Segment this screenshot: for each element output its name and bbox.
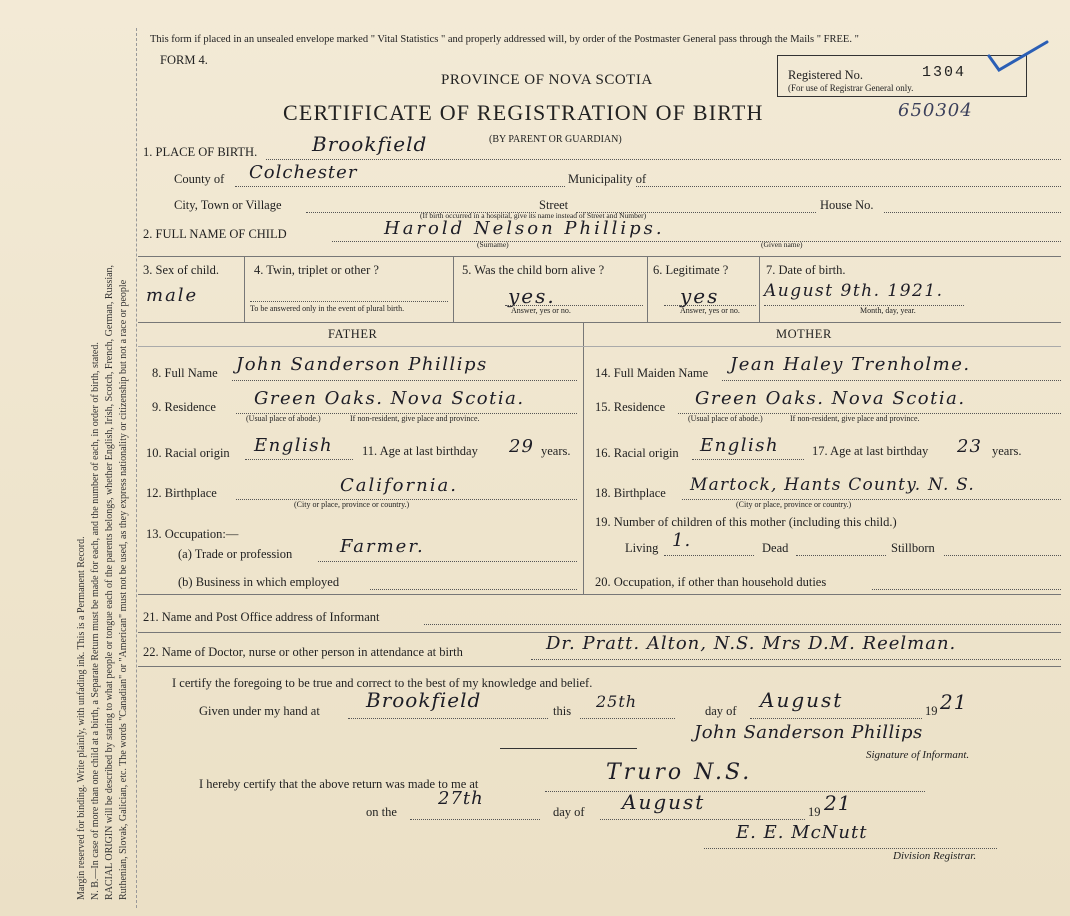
informant-line [424, 624, 1061, 625]
father-business-line [370, 589, 577, 590]
twin-line [250, 301, 448, 302]
father-racial-line [245, 459, 353, 460]
parents-divider [583, 322, 584, 594]
twin-label: 4. Twin, triplet or other ? [254, 263, 379, 277]
certificate-subtitle: (BY PARENT OR GUARDIAN) [489, 134, 622, 145]
check-mark-icon [985, 38, 1055, 78]
father-residence-label: 9. Residence [152, 400, 216, 414]
margin-divider [136, 28, 137, 908]
grid-divider-4 [759, 256, 760, 322]
mother-residence-label: 15. Residence [595, 400, 666, 414]
received-label: I hereby certify that the above return was made to me at [199, 777, 479, 791]
place-of-birth-label: 1. PLACE OF BIRTH. [143, 145, 258, 159]
born-alive-value: yes. [508, 284, 556, 308]
margin-line-4: Ruthenian, Slovak, Galician, etc. The words "Canadian" or "American" must not be used, as they express nationality or citizenship but not a race or people [118, 279, 129, 900]
mother-birthplace-label: 18. Birthplace [595, 486, 666, 500]
dead-label: Dead [762, 541, 789, 555]
father-trade-line [318, 561, 577, 562]
certificate-title: CERTIFICATE OF REGISTRATION OF BIRTH [283, 100, 764, 125]
dead-line [796, 555, 886, 556]
sex-value: male [146, 285, 199, 306]
born-alive-label: 5. Was the child born alive ? [462, 263, 605, 277]
doctor-label: 22. Name of Doctor, nurse or other person in attendance at birth [143, 645, 463, 659]
father-residence-value: Green Oaks. Nova Scotia. [254, 388, 525, 409]
twin-note: To be answered only in the event of plural birth. [250, 304, 405, 313]
street-label: Street [539, 198, 569, 212]
received-year-value: 21 [824, 791, 852, 815]
doctor-value: Dr. Pratt. Alton, N.S. Mrs D.M. Reelman. [546, 633, 957, 654]
grid-bottom-line [138, 322, 1061, 323]
mother-birthplace-note: (City or place, province or country.) [736, 500, 852, 509]
given-year-prefix: 19 [925, 704, 938, 718]
child-name-value: Harold Nelson Phillips. [384, 218, 665, 239]
father-trade-label: (a) Trade or profession [178, 547, 293, 561]
grid-divider-1 [244, 256, 245, 322]
free-mail-notice: This form if placed in an unsealed envelope marked " Vital Statistics " and properly addressed will, by order of the Postmaster General pass through the Mails " FREE. " [150, 34, 859, 45]
children-count-label: 19. Number of children of this mother (including this child.) [595, 515, 897, 529]
received-day-line [410, 819, 540, 820]
father-racial-value: English [254, 435, 334, 456]
certify-statement: I certify the foregoing to be true and correct to the best of my knowledge and belief. [172, 676, 593, 690]
mother-heading-rule [583, 346, 1061, 347]
county-value: Colchester [249, 162, 358, 183]
father-birthplace-note: (City or place, province or country.) [294, 500, 410, 509]
sex-label: 3. Sex of child. [143, 263, 220, 277]
given-name-note: (Given name) [761, 240, 803, 249]
margin-instructions [0, 0, 136, 916]
given-day-value: 25th [596, 692, 638, 711]
registrar-caption: Division Registrar. [893, 850, 977, 862]
city-label: City, Town or Village [174, 198, 282, 212]
father-occupation-label: 13. Occupation:— [146, 527, 239, 541]
stillborn-line [944, 555, 1061, 556]
legitimate-value: yes [680, 284, 720, 308]
living-label: Living [625, 541, 659, 555]
father-age-value: 29 [509, 436, 534, 457]
mother-name-label: 14. Full Maiden Name [595, 366, 709, 380]
hospital-note: (If birth occurred in a hospital, give its name instead of Street and Number) [420, 211, 647, 220]
given-day-line [580, 718, 675, 719]
received-day-of-label: day of [553, 805, 585, 819]
father-name-value: John Sanderson Phillips [236, 354, 488, 375]
doctor-rule [138, 666, 1061, 667]
living-value: 1. [672, 530, 692, 551]
house-label: House No. [820, 198, 874, 212]
father-business-label: (b) Business in which employed [178, 575, 340, 589]
municipality-line [636, 186, 1061, 187]
father-birthplace-label: 12. Birthplace [146, 486, 217, 500]
grid-divider-2 [453, 256, 454, 322]
mother-residence-value: Green Oaks. Nova Scotia. [695, 388, 966, 409]
received-month-line [600, 819, 805, 820]
registered-label: Registered No. [788, 68, 863, 82]
mother-age-value: 23 [957, 436, 982, 457]
father-racial-label: 10. Racial origin [146, 446, 230, 460]
parents-bottom-line [138, 594, 1061, 595]
child-name-label: 2. FULL NAME OF CHILD [143, 227, 287, 241]
place-of-birth-value: Brookfield [312, 132, 428, 156]
father-name-line [232, 380, 577, 381]
mother-name-line [722, 380, 1061, 381]
signature-caption: Signature of Informant. [866, 749, 970, 761]
handwritten-number: 650304 [898, 100, 973, 121]
given-under-label: Given under my hand at [199, 704, 320, 718]
given-year-value: 21 [940, 690, 968, 714]
municipality-label: Municipality of [568, 172, 647, 186]
doctor-line [531, 659, 1061, 660]
margin-line-2: N. B.—In case of more than one child at a birth, a Separate Return must be made for each, and the number of each, in order of birth, stated. [90, 342, 101, 900]
this-label: this [553, 704, 572, 718]
date-of-birth-label: 7. Date of birth. [766, 263, 846, 277]
surname-note: (Surname) [477, 240, 509, 249]
certify-separator [500, 748, 637, 749]
father-age-label: 11. Age at last birthday [362, 444, 478, 458]
county-label: County of [174, 172, 225, 186]
child-name-line [332, 241, 1061, 242]
registrar-signature: E. E. McNutt [736, 822, 868, 843]
mother-residence-note2: If non-resident, give place and province. [790, 414, 920, 423]
given-place-line [348, 718, 548, 719]
received-year-prefix: 19 [808, 805, 821, 819]
province-heading: PROVINCE OF NOVA SCOTIA [441, 72, 653, 88]
father-age-unit: years. [541, 444, 571, 458]
father-name-label: 8. Full Name [152, 366, 218, 380]
mother-age-label: 17. Age at last birthday [812, 444, 929, 458]
house-line [884, 212, 1061, 213]
mother-birthplace-value: Martock, Hants County. N. S. [690, 475, 975, 495]
informant-signature: John Sanderson Phillips [694, 722, 923, 743]
on-the-label: on the [366, 805, 397, 819]
given-day-of-label: day of [705, 704, 737, 718]
given-place-value: Brookfield [366, 688, 482, 712]
margin-line-1: Margin reserved for binding. Write plainly, with unfading ink. This is a Permanent Record. [76, 536, 87, 900]
informant-label: 21. Name and Post Office address of Informant [143, 610, 380, 624]
mother-racial-label: 16. Racial origin [595, 446, 679, 460]
father-birthplace-value: California. [340, 475, 458, 496]
mother-age-unit: years. [992, 444, 1022, 458]
margin-line-3: RACIAL ORIGIN will be described by stating to what people or tongue each of the parents belongs, whether English, Irish, Scotch, French, German, Russian, [104, 264, 115, 900]
legitimate-label: 6. Legitimate ? [653, 263, 729, 277]
mother-name-value: Jean Haley Trenholme. [730, 354, 971, 375]
given-month-line [750, 718, 922, 719]
mother-residence-note1: (Usual place of abode.) [688, 414, 763, 423]
received-place-value: Truro N.S. [606, 760, 753, 785]
mother-occupation-line [872, 589, 1061, 590]
registered-note: (For use of Registrar General only. [788, 83, 914, 93]
mother-racial-line [692, 459, 804, 460]
mother-racial-value: English [700, 435, 780, 456]
grid-top-line [138, 256, 1061, 257]
form-number: FORM 4. [160, 53, 208, 67]
living-line [664, 555, 754, 556]
father-heading: FATHER [328, 327, 378, 341]
date-of-birth-note: Month, day, year. [860, 306, 916, 315]
mother-heading: MOTHER [776, 327, 832, 341]
legitimate-note: Answer, yes or no. [680, 306, 740, 315]
received-place-line [545, 791, 925, 792]
date-of-birth-value: August 9th. 1921. [764, 281, 944, 301]
father-trade-value: Farmer. [340, 536, 425, 557]
father-residence-note1: (Usual place of abode.) [246, 414, 321, 423]
father-residence-note2: If non-resident, give place and province. [350, 414, 480, 423]
registrar-signature-line [704, 848, 997, 849]
mother-occupation-label: 20. Occupation, if other than household duties [595, 575, 827, 589]
place-of-birth-line [266, 159, 1061, 160]
registered-value: 1304 [922, 64, 967, 81]
given-month-value: August [760, 688, 844, 712]
county-line [235, 186, 565, 187]
received-month-value: August [622, 790, 706, 814]
father-heading-rule [138, 346, 583, 347]
grid-divider-3 [647, 256, 648, 322]
stillborn-label: Stillborn [891, 541, 935, 555]
born-alive-note: Answer, yes or no. [511, 306, 571, 315]
received-day-value: 27th [438, 788, 484, 809]
